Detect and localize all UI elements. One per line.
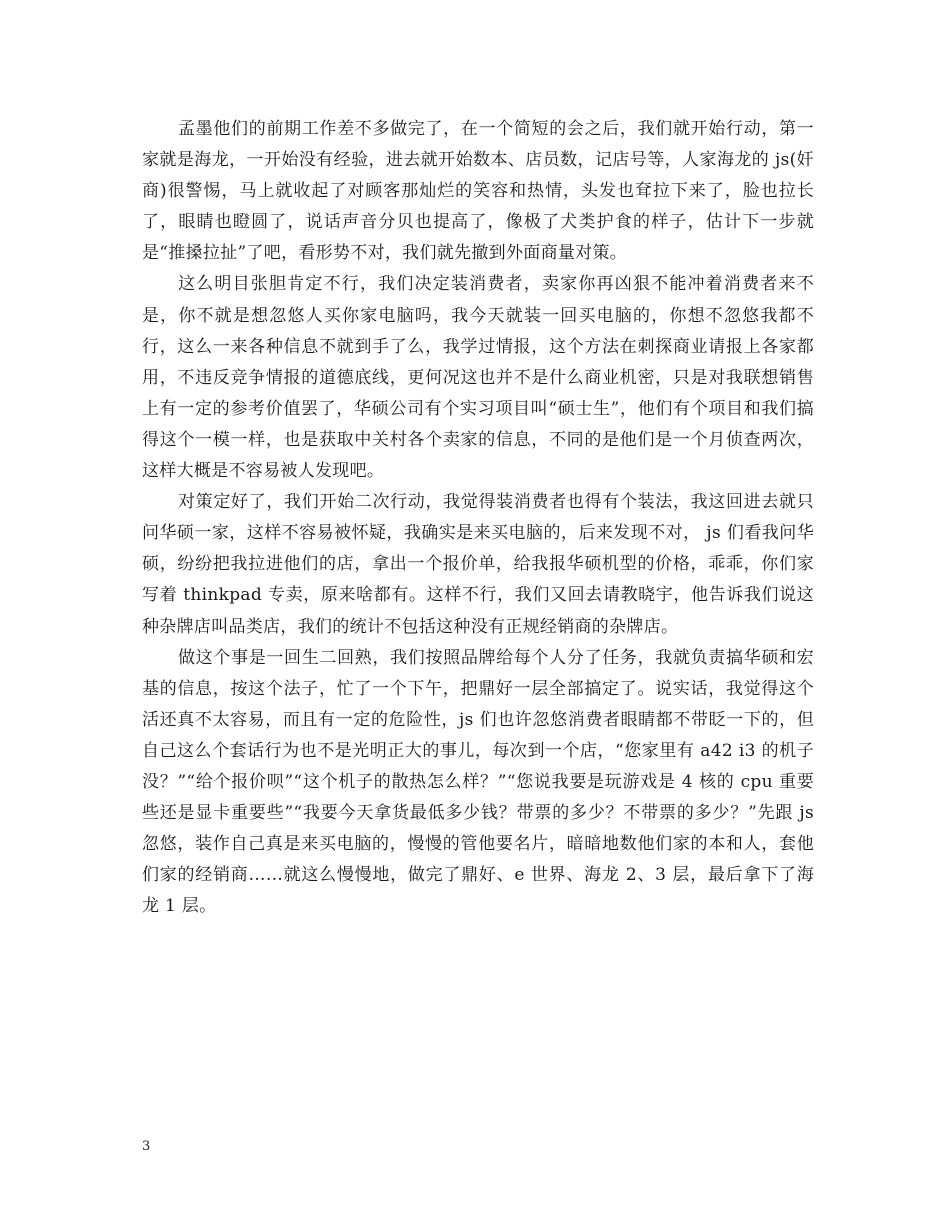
- paragraph-2: 这么明目张胆肯定不行，我们决定装消费者，卖家你再凶狠不能冲着消费者来不是，你不就是想忽悠人买你家电脑吗，我今天就装一回买电脑的，你想不忽悠我都不行，这么一来各种信息不就到手了么，我学过情报，这个方法在刺探商业请报上各家都用，不违反竞争情报的道德底线，更何况这也并不是什么商业机密，只是对我联想销售上有一定的参考价值罢了，华硕公司有个实习项目叫“硕士生”，他们有个项目和我们搞得这个一模一样，也是获取中关村各个卖家的信息，不同的是他们是一个月侦查两次，这样大概是不容易被人发现吧。: [142, 274, 814, 482]
- paragraph-1: 孟墨他们的前期工作差不多做完了，在一个简短的会之后，我们就开始行动，第一家就是海龙，一开始没有经验，进去就开始数本、店员数，记店号等，人家海龙的 js(奸商)很警惕，马上就收起了对顾客那灿烂的笑容和热情，头发也耷拉下来了，脸也拉长了，眼睛也瞪圆了，说话声音分贝也提高了，像极了犬类护食的样子，估计下一步就是“推搡拉扯”了吧，看形势不对，我们就先撤到外面商量对策。: [142, 119, 814, 264]
- paragraph-3: 对策定好了，我们开始二次行动，我觉得装消费者也得有个装法，我这回进去就只问华硕一家，这样不容易被怀疑，我确实是来买电脑的，后来发现不对， js 们看我问华硕，纷纷把我拉进他们的店，拿出一个报价单，给我报华硕机型的价格，乖乖，你们家写着 thinkpad 专卖，原来啥都有。这样不行，我们又回去请教晓宇，他告诉我们说这种杂牌店叫品类店，我们的统计不包括这种没有正规经销商的杂牌店。: [142, 492, 814, 637]
- paragraph-4: 做这个事是一回生二回熟，我们按照品牌给每个人分了任务，我就负责搞华硕和宏基的信息，按这个法子，忙了一个下午，把鼎好一层全部搞定了。说实话，我觉得这个活还真不太容易，而且有一定的危险性，js 们也许忽悠消费者眼睛都不带眨一下的，但自己这么个套话行为也不是光明正大的事儿，每次到一个店，“您家里有 a42 i3 的机子没？”“给个报价呗”“这个机子的散热怎么样？”“您说我要是玩游戏是 4 核的 cpu 重要些还是显卡重要些”“我要今天拿货最低多少钱？带票的多少？不带票的多少？”先跟 js 忽悠，装作自己真是来买电脑的，慢慢的管他要名片，暗暗地数他们家的本和人，套他们家的经销商……就这么慢慢地，做完了鼎好、e 世界、海龙 2、3 层，最后拿下了海龙 1 层。: [142, 647, 814, 917]
- body-text: [142, 114, 814, 922]
- page-number: 3: [142, 1139, 151, 1154]
